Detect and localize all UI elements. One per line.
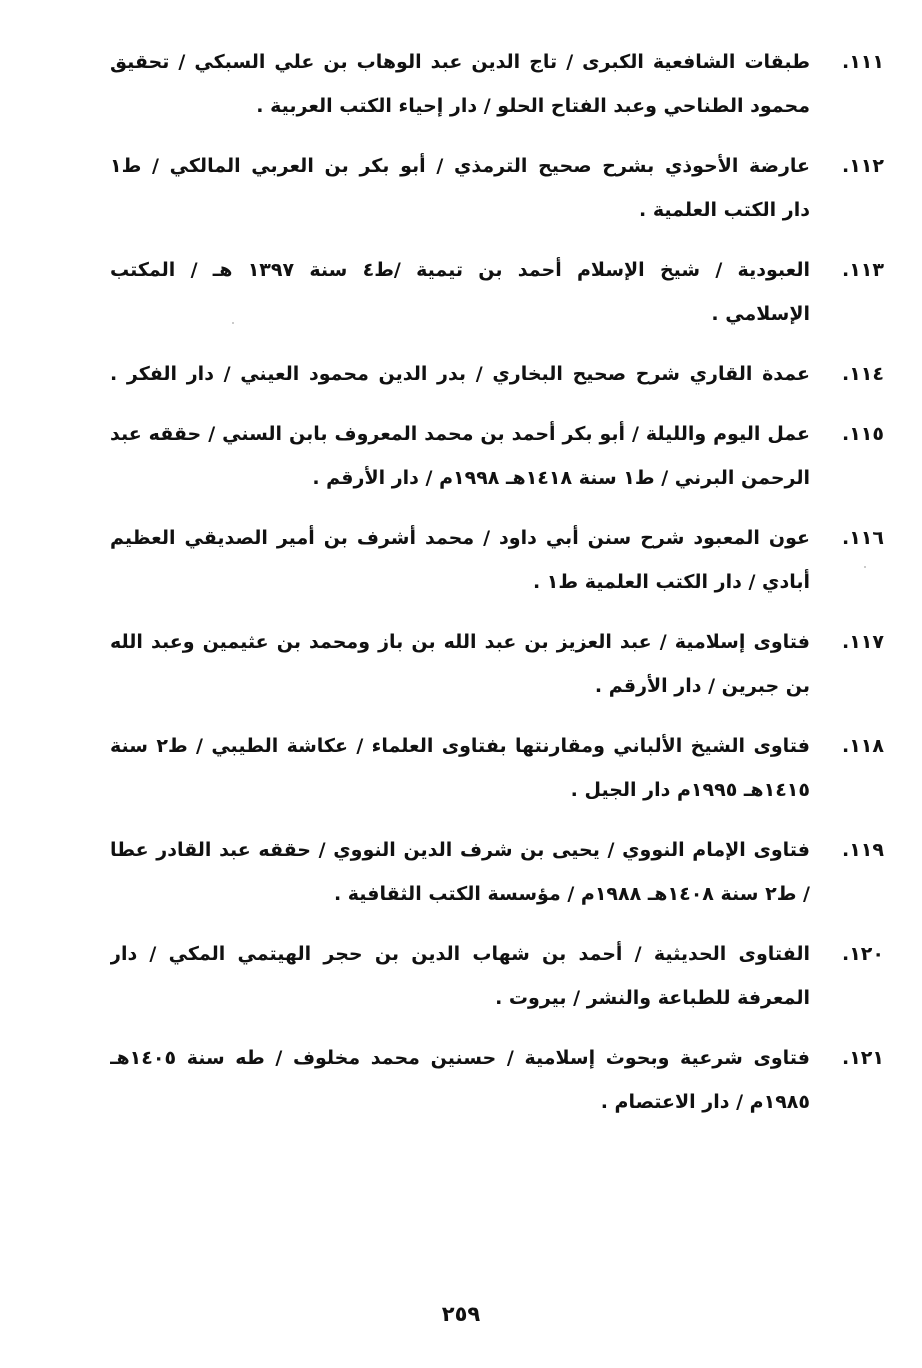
entry-number: ١١٨.: [841, 735, 884, 757]
scan-speck: [864, 566, 866, 568]
entry-number: ١١٦.: [841, 527, 884, 549]
entry-line: عمدة القاري شرح صحيح البخاري / بدر الدين محمود العيني / دار الفكر .: [110, 363, 810, 385]
entry-line: الإسلامي .: [711, 303, 810, 325]
entry-number: ١١٢.: [841, 155, 884, 177]
bibliography-entry: [110, 516, 884, 604]
scan-speck: [232, 322, 234, 324]
entry-line: الفتاوى الحديثية / أحمد بن شهاب الدين بن حجر الهيتمي المكي / دار: [110, 943, 810, 965]
bibliography-entry: [110, 248, 884, 336]
entry-number: ١٢٠.: [841, 943, 884, 965]
entry-line: الرحمن البرني / ط١ سنة ١٤١٨هـ ١٩٩٨م / دار الأرقم .: [312, 467, 810, 489]
entry-line: العبودية / شيخ الإسلام أحمد بن تيمية /ط٤ سنة ١٣٩٧ هـ / المكتب: [110, 259, 810, 281]
entry-line: ١٤١٥هـ ١٩٩٥م دار الجيل .: [570, 779, 810, 801]
bibliography-entry: [110, 352, 884, 396]
bibliography-entry: [110, 828, 884, 916]
entry-number: ١١٩.: [841, 839, 884, 861]
bibliography-entry: [110, 144, 884, 232]
entry-number: ١١٧.: [841, 631, 884, 653]
entry-line: محمود الطناحي وعبد الفتاح الحلو / دار إحياء الكتب العربية .: [256, 95, 810, 117]
entry-line: عمل اليوم والليلة / أبو بكر أحمد بن محمد المعروف بابن السني / حققه عبد: [110, 423, 810, 445]
entry-line: ١٩٨٥م / دار الاعتصام .: [600, 1091, 810, 1113]
bibliography-entry: [110, 724, 884, 812]
entry-number: ١١٤.: [841, 363, 884, 385]
entry-line: المعرفة للطباعة والنشر / بيروت .: [495, 987, 810, 1009]
entry-line: / ط٢ سنة ١٤٠٨هـ ١٩٨٨م / مؤسسة الكتب الثقافية .: [333, 883, 810, 905]
entry-number: ١١١.: [841, 51, 884, 73]
entry-line: فتاوى الشيخ الألباني ومقارنتها بفتاوى العلماء / عكاشة الطيبي / ط٢ سنة: [110, 735, 810, 757]
entry-line: عارضة الأحوذي بشرح صحيح الترمذي / أبو بكر بن العربي المالكي / ط١: [110, 155, 810, 177]
bibliography-entry: [110, 1036, 884, 1124]
entry-line: عون المعبود شرح سنن أبي داود / محمد أشرف بن أمير الصديقي العظيم: [110, 527, 810, 549]
entry-line: فتاوى إسلامية / عبد العزيز بن عبد الله بن باز ومحمد بن عثيمين وعبد الله: [110, 631, 810, 653]
entry-line: بن جبرين / دار الأرقم .: [594, 675, 810, 697]
bibliography-entry: [110, 932, 884, 1020]
entry-line: طبقات الشافعية الكبرى / تاج الدين عبد الوهاب بن علي السبكي / تحقيق: [110, 51, 810, 73]
entry-number: ١٢١.: [841, 1047, 884, 1069]
bibliography-entry: [110, 40, 884, 128]
entry-line: فتاوى شرعية وبحوث إسلامية / حسنين محمد مخلوف / طه سنة ١٤٠٥هـ: [110, 1047, 810, 1069]
entry-line: دار الكتب العلمية .: [639, 199, 810, 221]
entry-line: فتاوى الإمام النووي / يحيى بن شرف الدين النووي / حققه عبد القادر عطا: [110, 839, 810, 861]
entry-number: ١١٥.: [841, 423, 884, 445]
entry-number: ١١٣.: [841, 259, 884, 281]
entry-line: أبادي / دار الكتب العلمية ط١ .: [532, 571, 810, 593]
bibliography-entry: [110, 620, 884, 708]
page-number: ٢٥٩: [441, 1302, 481, 1326]
bibliography-entry: [110, 412, 884, 500]
bibliography-list: [110, 40, 884, 1140]
